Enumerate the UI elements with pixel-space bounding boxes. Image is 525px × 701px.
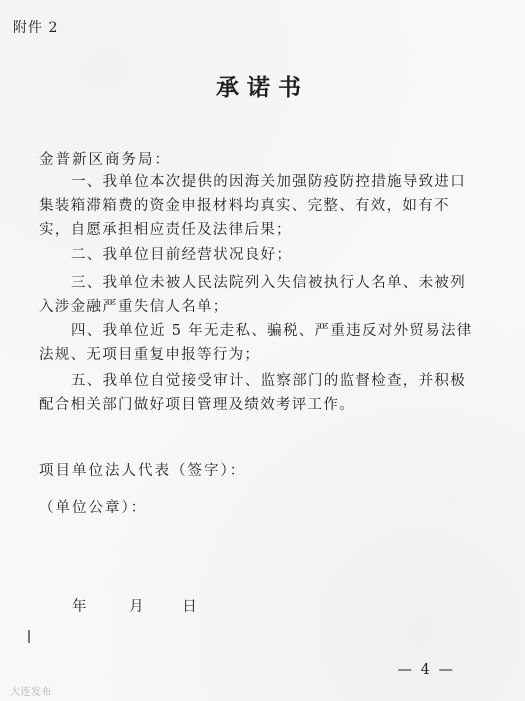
seal-label: （单位公章）： <box>39 500 148 516</box>
paragraph-line: 四、我单位近 5 年无走私、骗税、严重违反对外贸易法律 <box>71 323 473 339</box>
date-line <box>39 595 197 616</box>
commitment-paragraph-4 <box>39 319 486 367</box>
date-year-label: 年 <box>72 599 87 615</box>
paragraph-line: 法规、无项目重复申报等行为； <box>39 347 261 363</box>
commitment-paragraph-2 <box>39 243 486 267</box>
signature-label: 项目单位法人代表（签字）： <box>39 463 247 479</box>
paragraph-line: 配合相关部门做好项目管理及绩效考评工作。 <box>39 397 355 413</box>
attachment-label: 附件 2 <box>13 20 59 36</box>
watermark: 大连发布 <box>10 687 52 698</box>
paragraph-line: 三、我单位未被人民法院列入失信被执行人名单、未被列 <box>71 275 466 291</box>
commitment-paragraph-1 <box>39 170 486 242</box>
commitment-paragraph-5 <box>39 369 486 417</box>
paragraph-line: 二、我单位目前经营状况良好； <box>71 247 293 263</box>
margin-mark <box>28 630 30 643</box>
document-title: 承诺书 <box>216 74 309 101</box>
paragraph-line: 入涉金融严重失信人名单； <box>39 299 229 315</box>
page-number: — 4 — <box>397 662 455 678</box>
commitment-paragraph-3 <box>39 271 486 319</box>
paragraph-line: 一、我单位本次提供的因海关加强防疫防控措施导致进口 <box>71 174 466 190</box>
recipient: 金普新区商务局： <box>39 152 171 168</box>
paragraph-line: 实，自愿承担相应责任及法律后果； <box>39 222 292 238</box>
date-day-label: 日 <box>182 599 197 615</box>
paragraph-line: 五、我单位自觉接受审计、监察部门的监督检查，并积极 <box>71 373 466 389</box>
paragraph-line: 集装箱滞箱费的资金申报材料均真实、完整、有效，如有不 <box>39 198 450 214</box>
date-month-label: 月 <box>129 599 144 615</box>
